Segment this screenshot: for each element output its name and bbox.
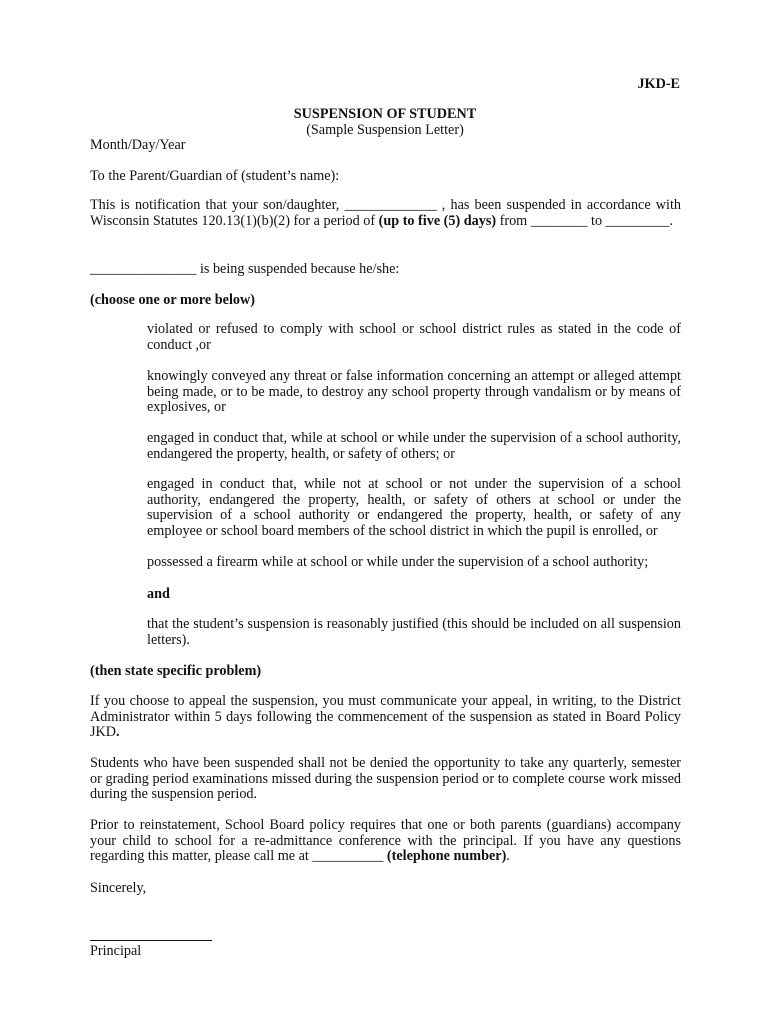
date-line: Month/Day/Year [90, 137, 186, 153]
choose-heading: (choose one or more below) [90, 292, 255, 308]
justified-statement: that the student’s suspension is reasonably justified (this should be included on all suspension letters). [147, 616, 681, 648]
option-item: violated or refused to comply with school or school district rules as stated in the code of conduct ,or [147, 321, 681, 353]
option-item: knowingly conveyed any threat or false information concerning an attempt or alleged attempt being made, or to be made, to destroy any school property through vandalism or by means of explosives, or [147, 368, 681, 416]
closing: Sincerely, [90, 880, 147, 896]
and-label: and [147, 586, 170, 602]
option-item: engaged in conduct that, while not at school or not under the supervision of a school authority, endangered the property, health, or safety of others at school or under the supervision of a school authority or endangered the property, health, or safety of any employee or school board members of the school district in which the pupil is enrolled, or [147, 476, 681, 539]
signature-title: Principal [90, 943, 142, 959]
document-subtitle: (Sample Suspension Letter) [306, 122, 464, 138]
signature-line [90, 940, 212, 941]
appeal-paragraph: If you choose to appeal the suspension, you must communicate your appeal, in writing, to the District Administrator within 5 days following the commencement of the suspension as stated in Board Policy JKD. [90, 693, 681, 741]
specific-problem-heading: (then state specific problem) [90, 663, 262, 679]
exams-paragraph: Students who have been suspended shall not be denied the opportunity to take any quarterly, semester or grading period examinations missed during the suspension period or to complete course work missed during the suspension period. [90, 755, 681, 803]
option-item: possessed a firearm while at school or while under the supervision of a school authority; [147, 554, 649, 570]
document-code: JKD-E [637, 76, 680, 92]
salutation: To the Parent/Guardian of (student’s name): [90, 168, 340, 184]
notification-paragraph: This is notification that your son/daughter, _____________ , has been suspended in accordance with Wisconsin Statutes 120.13(1)(b)(2) for a period of (up to five (5) days) from ________ to _________. [90, 197, 681, 229]
document-title: SUSPENSION OF STUDENT [293, 106, 477, 122]
reinstatement-paragraph: Prior to reinstatement, School Board policy requires that one or both parents (guardians) accompany your child to school for a re-admittance conference with the principal. If you have any questions regarding this matter, please call me at __________ (telephone number). [90, 817, 681, 865]
option-item: engaged in conduct that, while at school or while under the supervision of a school authority, endangered the property, health, or safety of others; or [147, 430, 681, 462]
reason-intro: _______________ is being suspended because he/she: [90, 261, 400, 277]
